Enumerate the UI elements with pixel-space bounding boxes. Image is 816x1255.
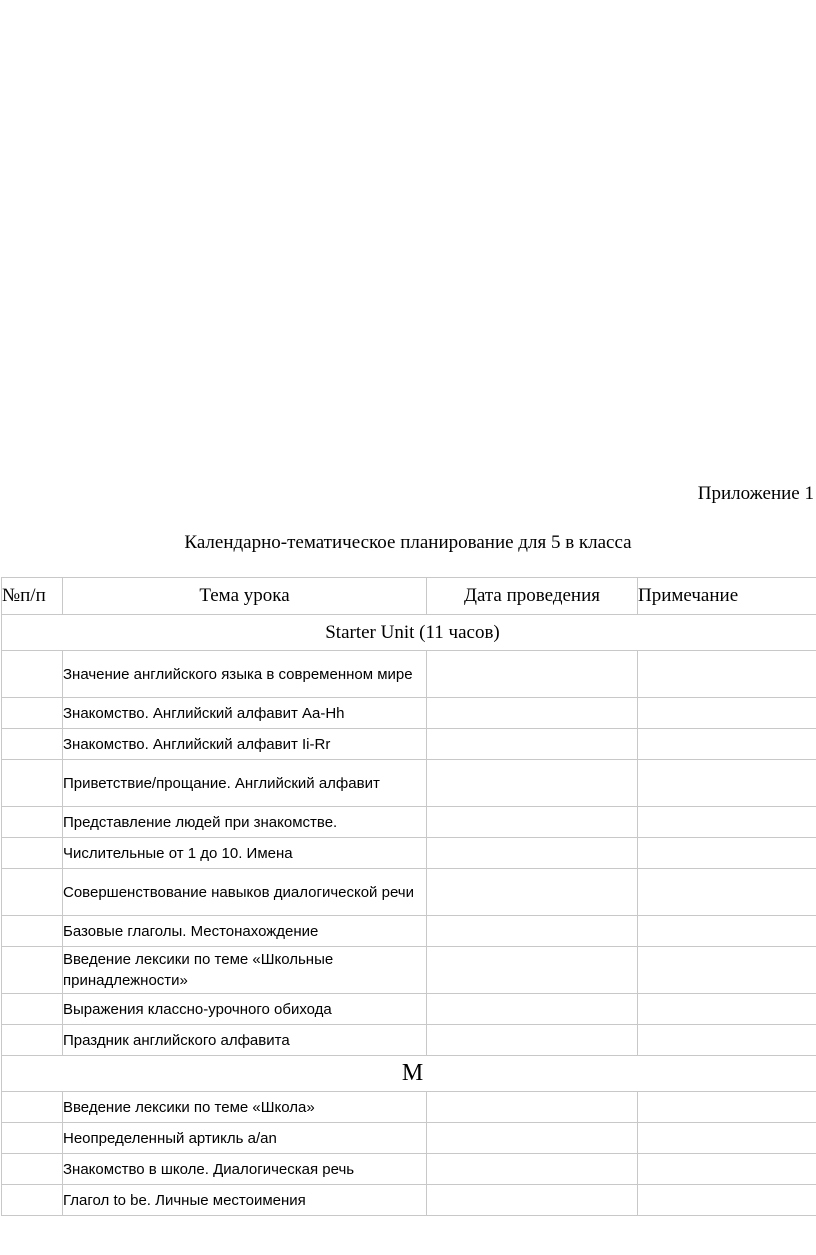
date-cell [427,1025,638,1056]
row-number-cell [2,1185,63,1216]
table-row [2,994,816,1025]
date-cell [427,1123,638,1154]
note-cell [638,916,816,947]
note-cell [638,1154,816,1185]
row-number-cell [2,869,63,916]
table-row [2,807,816,838]
row-number-cell [2,994,63,1025]
date-cell [427,760,638,807]
topic-cell: Знакомство в школе. Диалогическая речь [63,1154,427,1185]
topic-cell: Приветствие/прощание. Английский алфавит [63,760,427,807]
note-cell [638,1185,816,1216]
date-cell [427,947,638,994]
row-number-cell [2,807,63,838]
topic-cell: Глагол to be. Личные местоимения [63,1185,427,1216]
note-cell [638,838,816,869]
date-cell [427,1154,638,1185]
appendix-label: Приложение 1 [697,483,814,504]
document-title: Календарно-тематическое планирование для 5 в класса [184,532,632,553]
note-cell [638,760,816,807]
row-number-cell [2,760,63,807]
column-header-topic: Тема урока [63,578,427,615]
note-cell [638,1025,816,1056]
row-number-cell [2,729,63,760]
table-row [2,651,816,698]
table-row [2,869,816,916]
note-cell [638,729,816,760]
table-row [2,729,816,760]
note-cell [638,807,816,838]
table-row [2,698,816,729]
table-row [2,1025,816,1056]
table-row [2,838,816,869]
table-row [2,916,816,947]
topic-cell: Введение лексики по теме «Школа» [63,1092,427,1123]
date-cell [427,807,638,838]
date-cell [427,651,638,698]
table-row [2,1154,816,1185]
topic-cell: Числительные от 1 до 10. Имена [63,838,427,869]
column-header-note: Примечание [638,578,816,615]
date-cell [427,838,638,869]
date-cell [427,729,638,760]
column-header-date: Дата проведения [427,578,638,615]
planning-table [1,577,816,1216]
topic-cell: Праздник английского алфавита [63,1025,427,1056]
date-cell [427,916,638,947]
date-cell [427,1092,638,1123]
topic-cell: Значение английского языка в современном мире [63,651,427,698]
row-number-cell [2,1154,63,1185]
note-cell [638,1092,816,1123]
topic-cell: Совершенствование навыков диалогической речи [63,869,427,916]
topic-cell: Знакомство. Английский алфавит Aa-Hh [63,698,427,729]
table-row [2,1092,816,1123]
table-row [2,1185,816,1216]
row-number-cell [2,916,63,947]
row-number-cell [2,1025,63,1056]
topic-cell: Представление людей при знакомстве. [63,807,427,838]
date-cell [427,698,638,729]
section-title: М [2,1056,816,1092]
date-cell [427,869,638,916]
note-cell [638,994,816,1025]
column-header-number: №п/п [2,578,63,615]
table-row [2,760,816,807]
row-number-cell [2,947,63,994]
topic-cell: Введение лексики по теме «Школьные принадлежности» [63,947,427,994]
table-row [2,1123,816,1154]
row-number-cell [2,838,63,869]
note-cell [638,869,816,916]
topic-cell: Знакомство. Английский алфавит Ii-Rr [63,729,427,760]
note-cell [638,651,816,698]
row-number-cell [2,1092,63,1123]
row-number-cell [2,651,63,698]
note-cell [638,947,816,994]
topic-cell: Базовые глаголы. Местонахождение [63,916,427,947]
section-title: Starter Unit (11 часов) [2,615,816,651]
row-number-cell [2,698,63,729]
row-number-cell [2,1123,63,1154]
note-cell [638,1123,816,1154]
note-cell [638,698,816,729]
date-cell [427,994,638,1025]
topic-cell: Выражения классно-урочного обихода [63,994,427,1025]
topic-cell: Неопределенный артикль a/an [63,1123,427,1154]
date-cell [427,1185,638,1216]
table-row [2,947,816,994]
